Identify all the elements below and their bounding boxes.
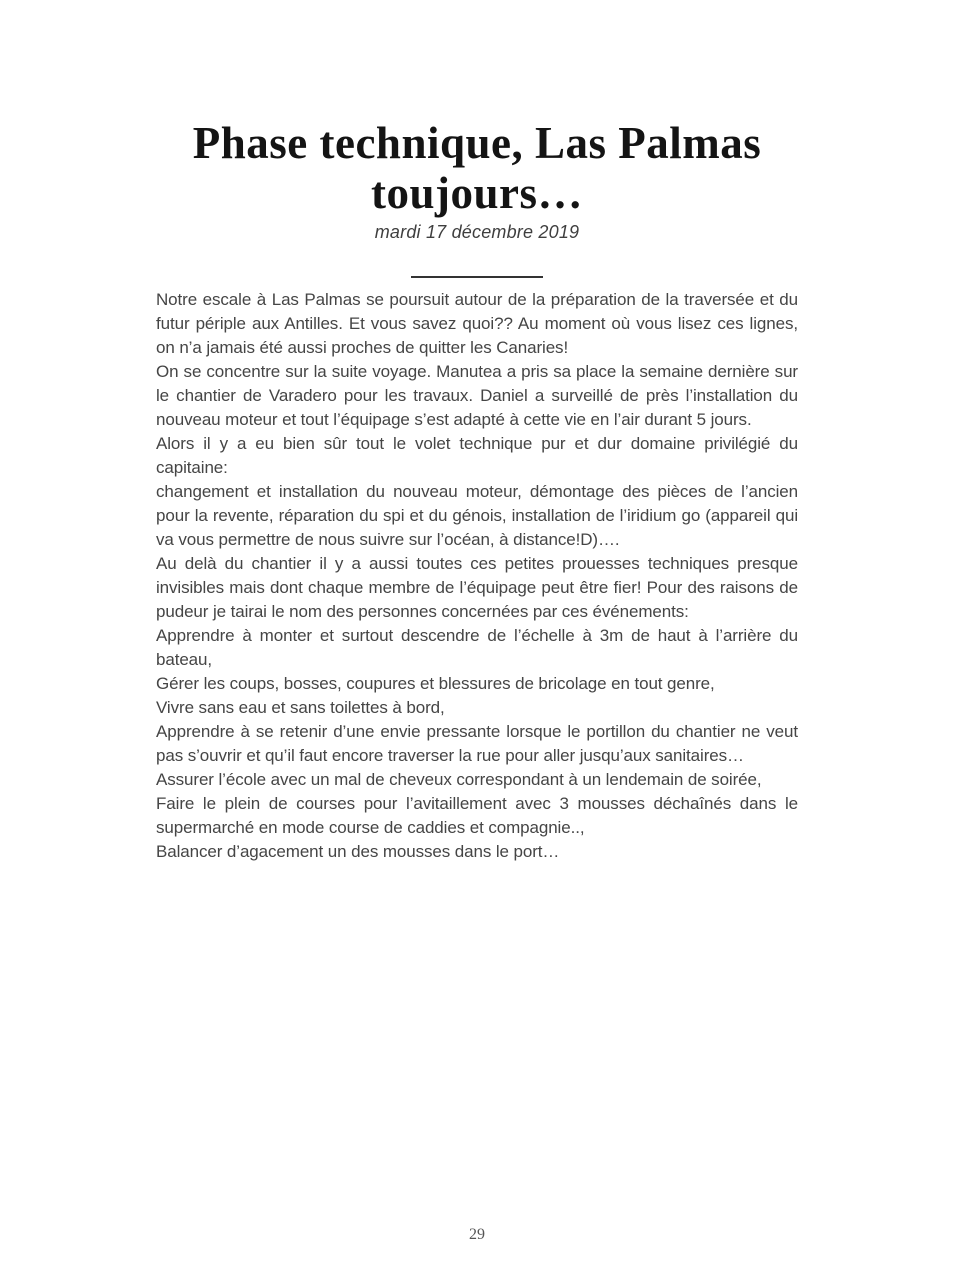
post-date: mardi 17 décembre 2019 bbox=[374, 222, 580, 242]
page-title bbox=[156, 118, 798, 218]
content-column bbox=[156, 118, 798, 864]
paragraph: Apprendre à monter et surtout descendre de l’échelle à 3m de haut à l’arrière du bateau, bbox=[156, 626, 798, 669]
article-body bbox=[156, 288, 798, 864]
paragraph: Faire le plein de courses pour l’avitaillement avec 3 mousses déchaînés dans le supermarché en mode course de caddies et compagnie.., bbox=[156, 794, 798, 837]
paragraph: Gérer les coups, bosses, coupures et blessures de bricolage en tout genre, bbox=[156, 674, 715, 693]
paragraph: changement et installation du nouveau moteur, démontage des pièces de l’ancien pour la revente, réparation du spi et du génois, installation de l’iridium go (appareil qui va vous permettre de nous suivre sur l’océan, à distance!D)…. bbox=[156, 482, 798, 549]
title-line-1: Phase technique, Las Palmas bbox=[192, 118, 762, 168]
paragraph: Notre escale à Las Palmas se poursuit autour de la préparation de la traversée et du futur périple aux Antilles. Et vous savez quoi?? Au moment où vous lisez ces lignes, on n’a jamais été aussi proches de quitter les Canaries! bbox=[156, 290, 798, 357]
page-number: 29 bbox=[469, 1226, 485, 1243]
title-divider bbox=[411, 276, 543, 278]
paragraph: Alors il y a eu bien sûr tout le volet technique pur et dur domaine privilégié du capitaine: bbox=[156, 434, 798, 477]
paragraph: On se concentre sur la suite voyage. Manutea a pris sa place la semaine dernière sur le chantier de Varadero pour les travaux. Daniel a surveillé de près l’installation du nouveau moteur et tout l’équipage s’est adapté à cette vie en l’air durant 5 jours. bbox=[156, 362, 798, 429]
title-line-2: toujours… bbox=[370, 168, 583, 218]
paragraph: Assurer l’école avec un mal de cheveux correspondant à un lendemain de soirée, bbox=[156, 770, 762, 789]
paragraph: Balancer d’agacement un des mousses dans le port… bbox=[156, 842, 560, 861]
paragraph: Au delà du chantier il y a aussi toutes ces petites prouesses techniques presque invisibles mais dont chaque membre de l’équipage peut être fier! Pour des raisons de pudeur je tairai le nom des personnes concernées par ces événements: bbox=[156, 554, 798, 621]
paragraph: Apprendre à se retenir d’une envie pressante lorsque le portillon du chantier ne veut pas s’ouvrir et qu’il faut encore traverser la rue pour aller jusqu’aux sanitaires… bbox=[156, 722, 798, 765]
paragraph: Vivre sans eau et sans toilettes à bord, bbox=[156, 698, 445, 717]
